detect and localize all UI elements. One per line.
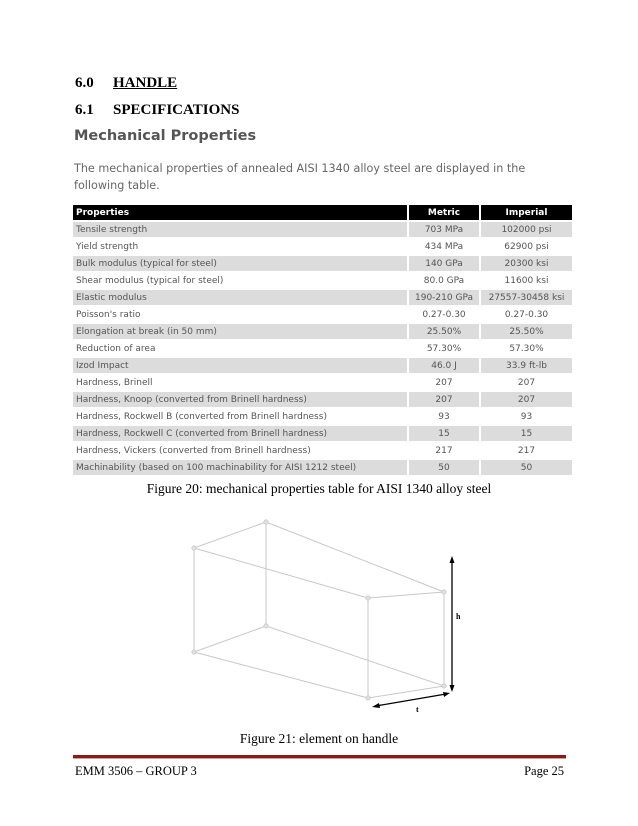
edge-front-bottom <box>194 652 368 698</box>
vertex-node <box>366 596 370 600</box>
vertex-node <box>264 520 268 524</box>
imperial-value-cell: 102000 psi <box>480 221 573 238</box>
section-title-specifications: SPECIFICATIONS <box>113 102 240 118</box>
metric-value-cell: 0.27-0.30 <box>408 306 480 323</box>
intro-paragraph: The mechanical properties of annealed AISI 1340 alloy steel are displayed in the following table. <box>74 162 526 192</box>
table-row <box>73 289 573 306</box>
metric-value-cell: 57.30% <box>408 340 480 357</box>
table-row <box>73 408 573 425</box>
metric-value-cell: 207 <box>408 374 480 391</box>
property-name-cell: Hardness, Knoop (converted from Brinell hardness) <box>73 391 408 408</box>
section-number-6-1: 6.1 <box>75 102 94 118</box>
property-name-cell: Izod Impact <box>73 357 408 374</box>
property-name-cell: Elongation at break (in 50 mm) <box>73 323 408 340</box>
table-row <box>73 306 573 323</box>
table-row <box>73 459 573 475</box>
header-imperial: Imperial <box>480 205 573 221</box>
vertex-node <box>442 684 446 688</box>
property-name-cell: Hardness, Rockwell B (converted from Brinell hardness) <box>73 408 408 425</box>
header-properties: Properties <box>73 205 408 221</box>
imperial-value-cell: 207 <box>480 374 573 391</box>
vertex-node <box>192 650 196 654</box>
table-row <box>73 255 573 272</box>
edge-back-top-left <box>194 522 266 548</box>
height-arrowhead-bottom <box>450 685 455 692</box>
table-row <box>73 357 573 374</box>
vertex-node <box>442 590 446 594</box>
imperial-value-cell: 20300 ksi <box>480 255 573 272</box>
properties-table <box>73 205 574 475</box>
footer-course-label: EMM 3506 – GROUP 3 <box>75 764 197 778</box>
figure-20-caption: Figure 20: mechanical properties table for AISI 1340 alloy steel <box>146 481 492 496</box>
imperial-value-cell: 93 <box>480 408 573 425</box>
thickness-arrowhead-right <box>443 692 450 697</box>
metric-value-cell: 217 <box>408 442 480 459</box>
table-row <box>73 374 573 391</box>
header-metric: Metric <box>408 205 480 221</box>
section-title-handle: HANDLE <box>113 75 178 91</box>
property-name-cell: Tensile strength <box>73 221 408 238</box>
metric-value-cell: 15 <box>408 425 480 442</box>
footer-page-number: Page 25 <box>524 764 564 778</box>
height-label: h <box>456 612 461 621</box>
metric-value-cell: 46.0 J <box>408 357 480 374</box>
table-row <box>73 272 573 289</box>
table-row <box>73 323 573 340</box>
property-name-cell: Bulk modulus (typical for steel) <box>73 255 408 272</box>
property-name-cell: Hardness, Brinell <box>73 374 408 391</box>
edge-back-top <box>266 522 444 592</box>
table-row <box>73 425 573 442</box>
metric-value-cell: 80.0 GPa <box>408 272 480 289</box>
metric-value-cell: 434 MPa <box>408 238 480 255</box>
imperial-value-cell: 57.30% <box>480 340 573 357</box>
metric-value-cell: 93 <box>408 408 480 425</box>
metric-value-cell: 25.50% <box>408 323 480 340</box>
property-name-cell: Yield strength <box>73 238 408 255</box>
vertex-node <box>366 696 370 700</box>
property-name-cell: Poisson's ratio <box>73 306 408 323</box>
property-name-cell: Hardness, Rockwell C (converted from Brinell hardness) <box>73 425 408 442</box>
thickness-arrowhead-left <box>372 703 380 708</box>
property-name-cell: Shear modulus (typical for steel) <box>73 272 408 289</box>
imperial-value-cell: 207 <box>480 391 573 408</box>
edge-hidden-bottom-back <box>266 626 444 686</box>
imperial-value-cell: 11600 ksi <box>480 272 573 289</box>
imperial-value-cell: 217 <box>480 442 573 459</box>
imperial-value-cell: 25.50% <box>480 323 573 340</box>
footer-rule <box>73 755 566 759</box>
edge-front-top <box>194 548 368 598</box>
table-row <box>73 221 573 238</box>
imperial-value-cell: 27557-30458 ksi <box>480 289 573 306</box>
thickness-label: t <box>416 705 419 712</box>
table-header-row <box>73 205 573 221</box>
imperial-value-cell: 15 <box>480 425 573 442</box>
imperial-value-cell: 33.9 ft-lb <box>480 357 573 374</box>
property-name-cell: Machinability (based on 100 machinability for AISI 1212 steel) <box>73 459 408 475</box>
property-name-cell: Reduction of area <box>73 340 408 357</box>
table-row <box>73 391 573 408</box>
section-number-6-0: 6.0 <box>75 75 94 91</box>
metric-value-cell: 140 GPa <box>408 255 480 272</box>
property-name-cell: Elastic modulus <box>73 289 408 306</box>
table-row <box>73 442 573 459</box>
table-row <box>73 340 573 357</box>
metric-value-cell: 190-210 GPa <box>408 289 480 306</box>
subheading-mechanical-properties: Mechanical Properties <box>74 128 257 144</box>
metric-value-cell: 207 <box>408 391 480 408</box>
height-arrowhead-top <box>450 556 455 563</box>
metric-value-cell: 50 <box>408 459 480 475</box>
element-box-diagram <box>180 512 470 712</box>
edge-top-right <box>368 592 444 598</box>
table-row <box>73 238 573 255</box>
imperial-value-cell: 62900 psi <box>480 238 573 255</box>
edge-hidden-bottom-left <box>194 626 266 652</box>
imperial-value-cell: 0.27-0.30 <box>480 306 573 323</box>
imperial-value-cell: 50 <box>480 459 573 475</box>
property-name-cell: Hardness, Vickers (converted from Brinell hardness) <box>73 442 408 459</box>
vertex-node <box>264 624 268 628</box>
metric-value-cell: 703 MPa <box>408 221 480 238</box>
thickness-dimension-line <box>376 694 446 706</box>
figure-21-caption: Figure 21: element on handle <box>239 731 399 746</box>
vertex-node <box>192 546 196 550</box>
